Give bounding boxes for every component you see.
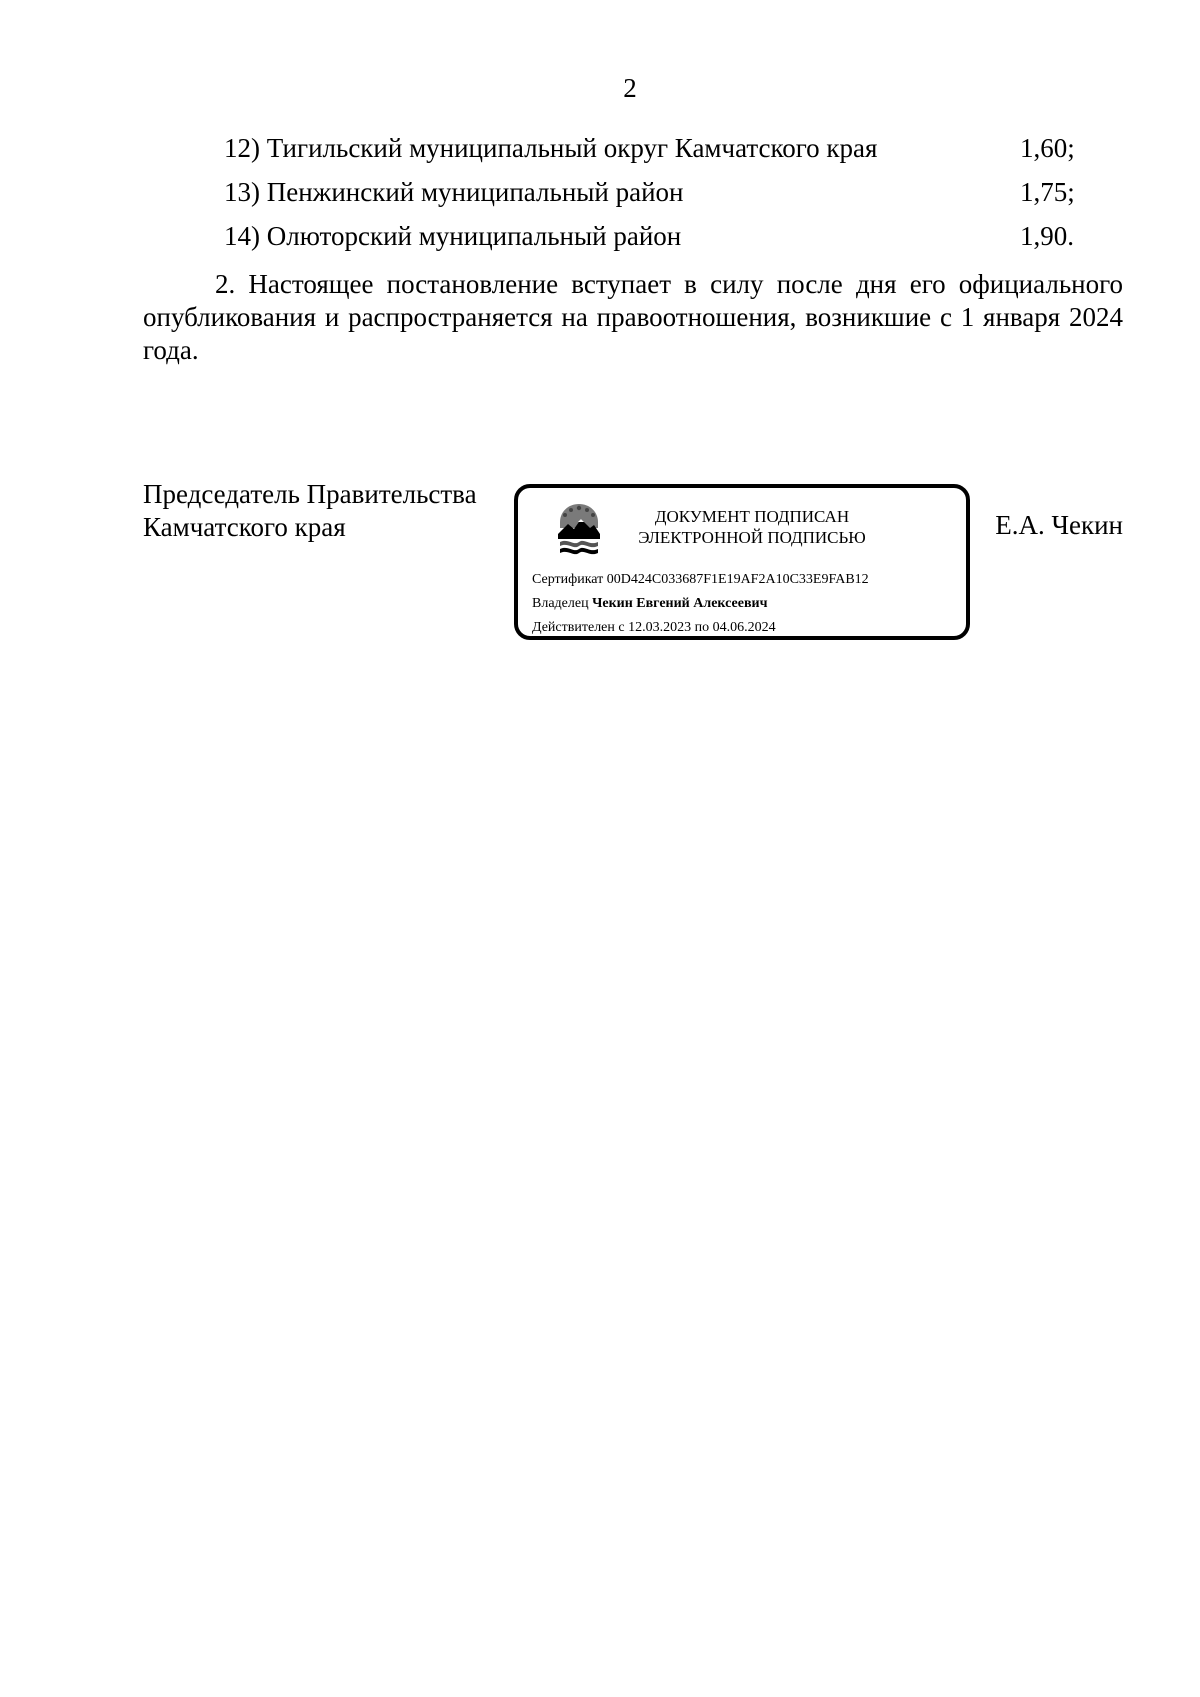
certificate-value: 00D424C033687F1E19AF2A10C33E9FAB12 xyxy=(606,572,869,587)
stamp-heading-line: ДОКУМЕНТ ПОДПИСАН xyxy=(654,507,850,526)
certificate-line xyxy=(532,568,869,592)
kamchatka-emblem-icon xyxy=(554,502,604,562)
page-number: 2 xyxy=(623,73,637,103)
owner-value: Чекин Евгений Алексеевич xyxy=(592,596,768,611)
coefficient-list xyxy=(224,132,1080,264)
list-item xyxy=(224,132,1080,176)
stamp-heading xyxy=(622,506,882,548)
list-item-value: 1,75; xyxy=(1020,177,1075,207)
valid-from-date: 12.03.2023 xyxy=(628,620,692,635)
validity-line xyxy=(532,616,869,640)
valid-to-label: по xyxy=(694,620,710,635)
electronic-signature-stamp xyxy=(514,484,970,640)
stamp-details xyxy=(532,568,869,640)
list-item-label: 14) Олюторский муниципальный район xyxy=(224,221,682,251)
signer-title-line: Камчатского края xyxy=(143,512,346,542)
valid-from-label: с xyxy=(618,620,625,635)
list-item-label: 13) Пенжинский муниципальный район xyxy=(224,177,684,207)
owner-line xyxy=(532,592,869,616)
valid-label: Действителен xyxy=(532,620,615,635)
list-item-value: 1,90. xyxy=(1020,221,1074,251)
list-item-value: 1,60; xyxy=(1020,133,1075,163)
list-item xyxy=(224,220,1080,264)
list-item xyxy=(224,176,1080,220)
valid-to-date: 04.06.2024 xyxy=(712,620,776,635)
list-item-label: 12) Тигильский муниципальный округ Камчатского края xyxy=(224,133,878,163)
effective-date-paragraph: 2. Настоящее постановление вступает в силу после дня его официального опубликования и распространяется на правоотношения, возникшие с 1 января 2024 года. xyxy=(143,269,1123,365)
owner-label: Владелец xyxy=(532,596,589,611)
stamp-heading-line: ЭЛЕКТРОННОЙ ПОДПИСЬЮ xyxy=(638,528,866,547)
signer-name: Е.А. Чекин xyxy=(995,510,1123,540)
certificate-label: Сертификат xyxy=(532,572,604,587)
signer-title-line: Председатель Правительства xyxy=(143,479,477,509)
signer-title xyxy=(143,478,503,544)
